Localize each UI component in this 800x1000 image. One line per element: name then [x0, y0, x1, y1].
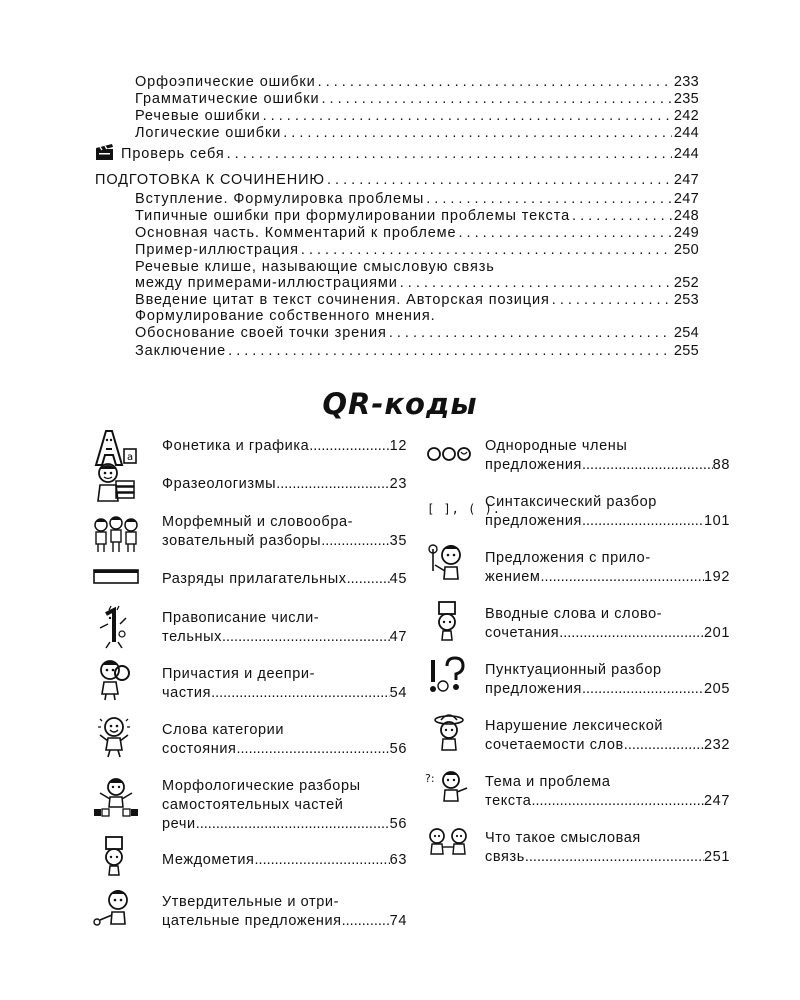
toc-entry-title: Основная часть. Комментарий к проблеме: [135, 225, 457, 241]
qr-entry-page: 23: [389, 476, 407, 492]
qr-entry[interactable]: [162, 609, 407, 647]
qr-entry-title: предложения: [485, 513, 582, 529]
toc-entry-page: 247: [673, 172, 699, 188]
toc-entry-title: Вступление. Формулировка проблемы: [135, 191, 425, 207]
number-figure-icon: [92, 606, 140, 650]
toc-entry-title: Грамматические ошибки: [135, 91, 320, 107]
child-with-sign-icon: [92, 835, 140, 879]
toc-entry-title: Орфоэпические ошибки: [135, 74, 316, 90]
thinking-child-icon: [425, 768, 473, 812]
qr-entry-title: Тема и проблема: [485, 774, 611, 790]
toc-entry[interactable]: [135, 275, 699, 291]
qr-entry-title: текста: [485, 793, 532, 809]
toc-entry-line: Формулирование собственного мнения.: [135, 308, 436, 324]
toc-entry-title: Речевые ошибки: [135, 108, 261, 124]
qr-entry-title: связь: [485, 849, 525, 865]
qr-entry-page: 45: [389, 571, 407, 587]
toc-entry[interactable]: [135, 242, 699, 258]
toc-entry-page: 233: [673, 74, 699, 90]
toc-entry-title: Проверь себя: [121, 146, 225, 162]
qr-entry-title: Слова категории: [162, 722, 285, 738]
clapperboard-icon: [95, 143, 115, 161]
qr-entry-title: сочетания: [485, 625, 560, 641]
qr-entry-title: Однородные члены: [485, 438, 628, 454]
qr-entry-title: Правописание числи-: [162, 610, 320, 626]
qr-entry[interactable]: [485, 717, 730, 755]
toc-entry[interactable]: [135, 74, 699, 90]
happy-child-icon: [92, 715, 140, 759]
toc-entry-page: 255: [673, 343, 699, 359]
qr-entry-page: 47: [389, 629, 407, 645]
qr-entry-page: 88: [712, 457, 730, 473]
qr-entry[interactable]: [485, 829, 730, 867]
qr-entry-page: 12: [389, 438, 407, 454]
qr-entry-page: 201: [704, 625, 730, 641]
qr-entry[interactable]: [162, 665, 407, 703]
child-pointing-icon: [92, 888, 140, 932]
qr-entry[interactable]: [162, 893, 407, 931]
toc-entry-title: Логические ошибки: [135, 125, 282, 141]
qr-entry-title: Нарушение лексической: [485, 718, 664, 734]
qr-entry-title: самостоятельных частей: [162, 797, 344, 813]
qr-entry-page: 35: [389, 533, 407, 549]
qr-entry-title: цательные предложения: [162, 913, 342, 929]
qr-entry-title: состояния: [162, 741, 237, 757]
ruler-icon: [92, 560, 140, 604]
toc-entry-page: 248: [673, 208, 699, 224]
qr-entry-title: Причастия и деепри-: [162, 666, 316, 682]
toc-entry[interactable]: [135, 208, 699, 224]
toc-entry-page: 242: [673, 108, 699, 124]
svg-text:?:: ?:: [425, 772, 435, 785]
qr-entry-title: Вводные слова и слово-: [485, 606, 663, 622]
qr-entry-title: предложения: [485, 457, 582, 473]
toc-entry-page: 253: [673, 292, 699, 308]
qr-entry[interactable]: [485, 437, 730, 475]
qr-entry-title: жением: [485, 569, 541, 585]
qr-entry[interactable]: [162, 777, 407, 834]
qr-entry-title: тельных: [162, 629, 222, 645]
qr-entry-title: Предложения с прило-: [485, 550, 651, 566]
qr-entry-title: Пунктуационный разбор: [485, 662, 662, 678]
qr-entry-title: Разряды прилагательных: [162, 571, 347, 587]
qr-entry-page: 56: [389, 741, 407, 757]
qr-entry-title: Морфемный и словообра-: [162, 514, 354, 530]
toc-entry-page: 247: [673, 191, 699, 207]
child-with-sign-icon: [425, 600, 473, 644]
qr-entry-page: 54: [389, 685, 407, 701]
qr-entry-title: Утвердительные и отри-: [162, 894, 340, 910]
qr-entry-title: речи: [162, 816, 196, 832]
toc-entry[interactable]: [135, 325, 699, 341]
qr-entry[interactable]: [485, 549, 730, 587]
child-with-books-icon: [92, 461, 140, 505]
qr-entry-title: сочетаемости слов: [485, 737, 624, 753]
qr-entry-title: Фонетика и графика: [162, 438, 310, 454]
qr-entry-page: 205: [704, 681, 730, 697]
punctuation-child-icon: [425, 656, 473, 700]
toc-entry[interactable]: [135, 292, 699, 308]
toc-section-title: ПОДГОТОВКА К СОЧИНЕНИЮ: [95, 172, 325, 188]
brackets-icon: [ ], ( ).: [427, 502, 502, 516]
toc-entry-page: 249: [673, 225, 699, 241]
two-children-icon: [425, 824, 473, 868]
qr-entry-title: зовательный разборы: [162, 533, 322, 549]
toc-entry[interactable]: [135, 108, 699, 124]
qr-entry-title: Фразеологизмы: [162, 476, 277, 492]
qr-entry-page: 232: [704, 737, 730, 753]
toc-entry-title: Пример-иллюстрация: [135, 242, 299, 258]
child-with-blocks-icon: [92, 777, 140, 821]
toc-entry-line: Речевые клише, называющие смысловую связь: [135, 259, 495, 275]
toc-entry-title: Заключение: [135, 343, 227, 359]
toc-entry-title: Введение цитат в текст сочинения. Авторская позиция: [135, 292, 550, 308]
qr-entry-page: 192: [704, 569, 730, 585]
children-group-icon: [92, 512, 140, 556]
qr-entry-page: 63: [389, 852, 407, 868]
qr-entry[interactable]: [485, 493, 730, 531]
toc-entry[interactable]: [135, 225, 699, 241]
toc-entry-title: между примерами-иллюстрациями: [135, 275, 398, 291]
three-circles-icon: [425, 438, 473, 482]
qr-entry-page: 56: [389, 816, 407, 832]
qr-entry-page: 251: [704, 849, 730, 865]
qr-entry[interactable]: [162, 570, 407, 589]
qr-entry-page: 247: [704, 793, 730, 809]
toc-entry-title: Обоснование своей точки зрения: [135, 325, 387, 341]
qr-entry[interactable]: [162, 851, 407, 870]
qr-entry[interactable]: [485, 661, 730, 699]
qr-entry[interactable]: [485, 773, 730, 811]
toc-entry-check-yourself[interactable]: [121, 146, 699, 162]
toc-entry-title: Типичные ошибки при формулировании проблемы текста: [135, 208, 571, 224]
toc-section[interactable]: [95, 172, 699, 188]
toc-entry-page: 244: [673, 125, 699, 141]
toc-entry-page: 244: [673, 146, 699, 162]
qr-entry[interactable]: [162, 437, 407, 456]
qr-entry[interactable]: [485, 605, 730, 643]
qr-entry-title: Морфологические разборы: [162, 778, 361, 794]
toc-entry[interactable]: [135, 125, 699, 141]
qr-entry-title: Синтаксический разбор: [485, 494, 657, 510]
qr-entry[interactable]: [162, 513, 407, 551]
qr-entry-title: частия: [162, 685, 212, 701]
qr-entry-page: 74: [389, 913, 407, 929]
toc-entry-page: 235: [673, 91, 699, 107]
svg-text:а: а: [127, 452, 134, 463]
qr-entry-title: Междометия: [162, 852, 255, 868]
toc-entry[interactable]: [135, 343, 699, 359]
qr-codes-heading: QR-коды: [322, 387, 478, 421]
qr-entry-title: предложения: [485, 681, 582, 697]
child-magnifier-icon: [92, 658, 140, 702]
child-with-flag-icon: [425, 543, 473, 587]
toc-entry-page: 254: [673, 325, 699, 341]
toc-entry[interactable]: [135, 91, 699, 107]
child-with-hat-icon: [425, 712, 473, 756]
toc-entry[interactable]: [135, 191, 699, 207]
qr-entry[interactable]: [162, 721, 407, 759]
qr-entry[interactable]: [162, 475, 407, 494]
qr-entry-title: Что такое смысловая: [485, 830, 641, 846]
toc-entry-page: 250: [673, 242, 699, 258]
qr-entry-page: 101: [704, 513, 730, 529]
toc-entry-page: 252: [673, 275, 699, 291]
